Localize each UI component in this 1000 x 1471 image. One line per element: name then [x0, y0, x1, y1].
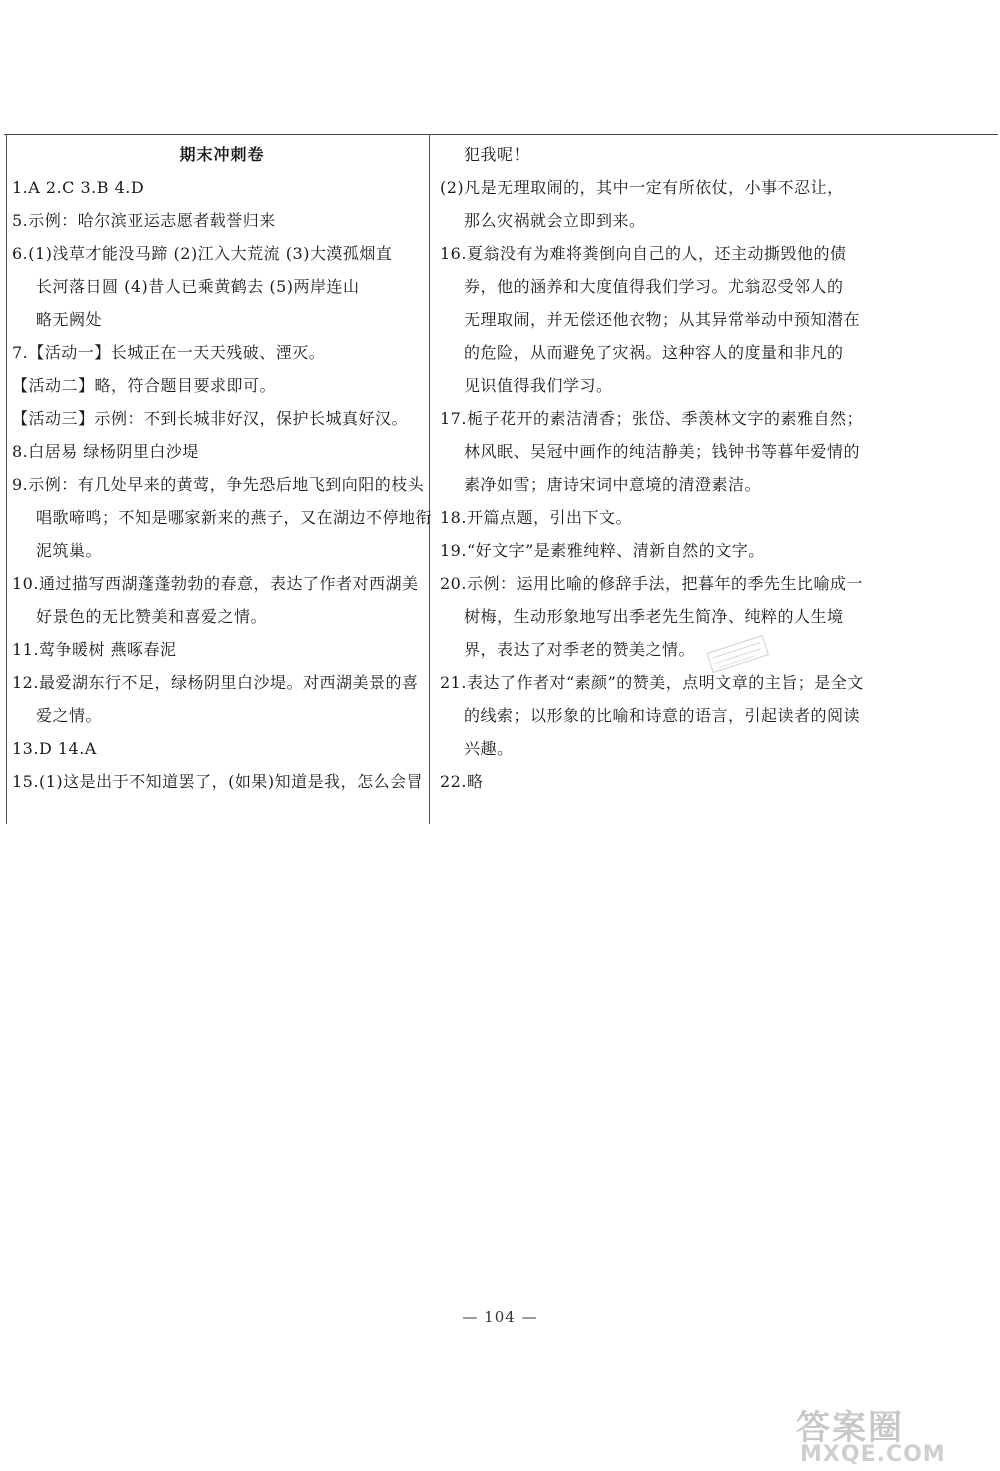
answer-line: 泥筑巢。 [36, 541, 103, 560]
answer-line: 林风眠、吴冠中画作的纯洁静美；钱钟书等暮年爱情的 [464, 442, 861, 461]
answer-line: 16.夏翁没有为难将粪倒向自己的人，还主动撕毁他的债 [440, 244, 847, 263]
answer-line: (2)凡是无理取闹的，其中一定有所依仗，小事不忍让， [440, 178, 844, 197]
answer-line: 【活动三】示例：不到长城非好汉，保护长城真好汉。 [12, 409, 409, 428]
left-lines [12, 171, 433, 798]
answer-line: 5.示例：哈尔滨亚运志愿者载誉归来 [12, 211, 276, 230]
answer-line: 素净如雪；唐诗宋词中意境的清澄素洁。 [464, 475, 762, 494]
left-column [12, 138, 433, 798]
answer-line: 那么灾祸就会立即到来。 [464, 211, 646, 230]
answer-line: 1.A 2.C 3.B 4.D [12, 178, 145, 197]
answer-line: 的危险，从而避免了灾祸。这种容人的度量和非凡的 [464, 343, 844, 362]
answer-line: 22.略 [440, 772, 484, 791]
answer-line: 9.示例：有几处早来的黄莺，争先恐后地飞到向阳的枝头 [12, 475, 425, 494]
answer-line: 的线索；以形象的比喻和诗意的语言，引起读者的阅读 [464, 706, 861, 725]
answer-line: 见识值得我们学习。 [464, 376, 613, 395]
answer-line: 20.示例：运用比喻的修辞手法，把暮年的季先生比喻成一 [440, 574, 863, 593]
answer-line: 8.白居易 绿杨阴里白沙堤 [12, 442, 199, 461]
right-lines [440, 138, 864, 798]
page-number: — 104 — [462, 1308, 538, 1326]
answer-line: 爱之情。 [36, 706, 103, 725]
answer-line: 券，他的涵养和大度值得我们学习。尤翁忍受邻人的 [464, 277, 844, 296]
answer-line: 17.栀子花开的素洁清香；张岱、季羡林文字的素雅自然； [440, 409, 863, 428]
answer-line: 树梅，生动形象地写出季老先生简净、纯粹的人生境 [464, 607, 844, 626]
left-border-rule [6, 134, 7, 824]
top-rule [4, 134, 998, 135]
answer-line: 略无阙处 [36, 310, 103, 329]
answer-line: 6.(1)浅草才能没马蹄 (2)江入大荒流 (3)大漠孤烟直 [12, 244, 393, 263]
site-watermark [790, 1400, 1000, 1471]
answer-line: 界，表达了对季老的赞美之情。 [464, 640, 696, 659]
faint-stamp-mark [703, 632, 773, 678]
answer-line: 唱歌啼鸣；不知是哪家新来的燕子，又在湖边不停地衔 [36, 508, 433, 527]
answer-line: 19.“好文字”是素雅纯粹、清新自然的文字。 [440, 541, 765, 560]
answer-line: 10.通过描写西湖蓬蓬勃勃的春意，表达了作者对西湖美 [12, 574, 419, 593]
answer-line: 15.(1)这是出于不知道罢了，(如果)知道是我，怎么会冒 [12, 772, 424, 791]
answer-line: 7.【活动一】长城正在一天天残破、湮灭。 [12, 343, 326, 362]
answer-line: 犯我呢！ [464, 145, 531, 164]
answer-line: 【活动二】略，符合题目要求即可。 [12, 376, 277, 395]
answer-line: 长河落日圆 (4)昔人已乘黄鹤去 (5)两岸连山 [36, 277, 360, 296]
right-column [440, 138, 864, 798]
answer-line: 13.D 14.A [12, 739, 97, 758]
watermark-url: MXQE.COM [800, 1442, 946, 1467]
answer-line: 18.开篇点题，引出下文。 [440, 508, 632, 527]
watermark-logo: 答案圈 [796, 1408, 904, 1448]
column-divider [429, 134, 430, 824]
answer-line: 无理取闹，并无偿还他衣物；从其异常举动中预知潜在 [464, 310, 861, 329]
section-title: 期末冲刺卷 [179, 145, 265, 164]
answer-line: 好景色的无比赞美和喜爱之情。 [36, 607, 268, 626]
answer-line: 11.莺争暖树 燕啄春泥 [12, 640, 177, 659]
answer-line: 21.表达了作者对“素颜”的赞美，点明文章的主旨；是全文 [440, 673, 864, 692]
answer-line: 12.最爱湖东行不足，绿杨阴里白沙堤。对西湖美景的喜 [12, 673, 419, 692]
answer-line: 兴趣。 [464, 739, 514, 758]
